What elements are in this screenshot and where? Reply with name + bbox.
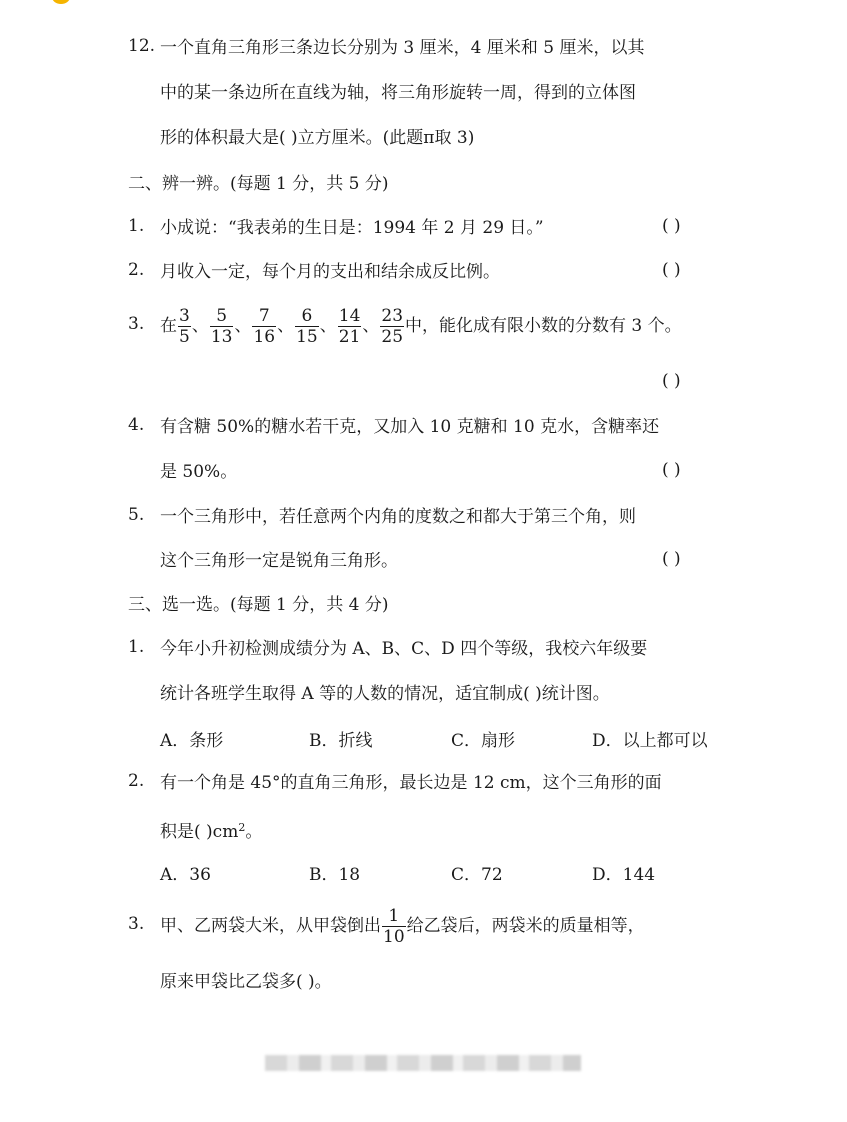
question-text-line: 小成说：“我表弟的生日是：1994 年 2 月 29 日。” bbox=[160, 218, 544, 238]
question-number: 5. bbox=[128, 505, 145, 525]
option-b[interactable]: B．折线 bbox=[309, 731, 373, 751]
separator: 、 bbox=[362, 316, 380, 336]
question-prefix: 在 bbox=[160, 316, 177, 336]
question-number: 1. bbox=[128, 637, 145, 657]
question-text-line: 积是( )$cm^2$。 bbox=[160, 821, 263, 842]
separator: 、 bbox=[277, 316, 295, 336]
option-d[interactable]: D．以上都可以 bbox=[592, 731, 708, 751]
answer-blank[interactable]: ( ) bbox=[662, 260, 681, 280]
option-c[interactable]: C．72 bbox=[451, 865, 503, 885]
fraction: $\frac{3}{5}$ bbox=[179, 306, 190, 347]
question-text-line: 中的某一条边所在直线为轴，将三角形旋转一周，得到的立体图 bbox=[160, 83, 636, 103]
answer-blank[interactable]: ( ) bbox=[662, 549, 681, 569]
answer-blank[interactable]: ( ) bbox=[662, 460, 681, 480]
fraction: $\frac{1}{10}$ bbox=[383, 906, 405, 947]
question-number: 3. bbox=[128, 914, 145, 934]
option-a[interactable]: A．条形 bbox=[160, 731, 224, 751]
fraction: $\frac{5}{13}$ bbox=[210, 306, 233, 347]
question-number: 2. bbox=[128, 260, 145, 280]
question-text-line: 这个三角形一定是锐角三角形。 bbox=[160, 551, 398, 571]
question-text-line: 统计各班学生取得 A 等的人数的情况，适宜制成( )统计图。 bbox=[160, 684, 610, 704]
question-number: 4. bbox=[128, 415, 145, 435]
option-d[interactable]: D．144 bbox=[592, 865, 656, 885]
question-text-line: 一个直角三角形三条边长分别为 3 厘米，4 厘米和 5 厘米，以其 bbox=[160, 38, 645, 58]
separator: 、 bbox=[191, 316, 209, 336]
question-number: 1. bbox=[128, 216, 145, 236]
blurred-footer bbox=[265, 1055, 581, 1071]
section-title: 三、选一选。(每题 1 分，共 4 分) bbox=[128, 595, 389, 615]
fraction: $\frac{14}{21}$ bbox=[338, 306, 361, 347]
fraction: $\frac{6}{15}$ bbox=[296, 306, 318, 347]
separator: 、 bbox=[234, 316, 252, 336]
question-number: 12. bbox=[128, 36, 156, 56]
question-text-line: 月收入一定，每个月的支出和结余成反比例。 bbox=[160, 262, 500, 282]
question-text-line: 原来甲袋比乙袋多( )。 bbox=[160, 972, 332, 992]
option-b[interactable]: B．18 bbox=[309, 865, 361, 885]
question-text-line: 形的体积最大是( )立方厘米。(此题π取 3) bbox=[160, 128, 475, 148]
separator: 、 bbox=[319, 316, 337, 336]
option-a[interactable]: A．36 bbox=[160, 865, 211, 885]
decorative-dot bbox=[52, 0, 70, 4]
question-text-line: 有一个角是 45°的直角三角形，最长边是 12 cm，这个三角形的面 bbox=[160, 773, 662, 793]
option-c[interactable]: C．扇形 bbox=[451, 731, 516, 751]
answer-blank[interactable]: ( ) bbox=[662, 216, 681, 236]
question-text-line: 今年小升初检测成绩分为 A、B、C、D 四个等级，我校六年级要 bbox=[160, 639, 648, 659]
question-number: 3. bbox=[128, 314, 145, 334]
question-suffix: 中，能化成有限小数的分数有 3 个。 bbox=[405, 316, 682, 336]
answer-blank[interactable]: ( ) bbox=[662, 371, 681, 391]
section-title: 二、辨一辨。(每题 1 分，共 5 分) bbox=[128, 174, 389, 194]
question-text-line: 有含糖 50%的糖水若干克，又加入 10 克糖和 10 克水，含糖率还 bbox=[160, 417, 660, 437]
fraction: $\frac{23}{25}$ bbox=[381, 306, 404, 347]
question-number: 2. bbox=[128, 771, 145, 791]
question-text-line: 一个三角形中，若任意两个内角的度数之和都大于第三个角，则 bbox=[160, 507, 636, 527]
question-text-line: 甲、乙两袋大米，从甲袋倒出 $\frac{1}{10}$ 给乙袋后，两袋米的质量相等， bbox=[160, 906, 645, 947]
fraction: $\frac{7}{16}$ bbox=[253, 306, 276, 347]
question-text-line: 是 50%。 bbox=[160, 462, 238, 482]
fraction-line bbox=[160, 304, 682, 348]
